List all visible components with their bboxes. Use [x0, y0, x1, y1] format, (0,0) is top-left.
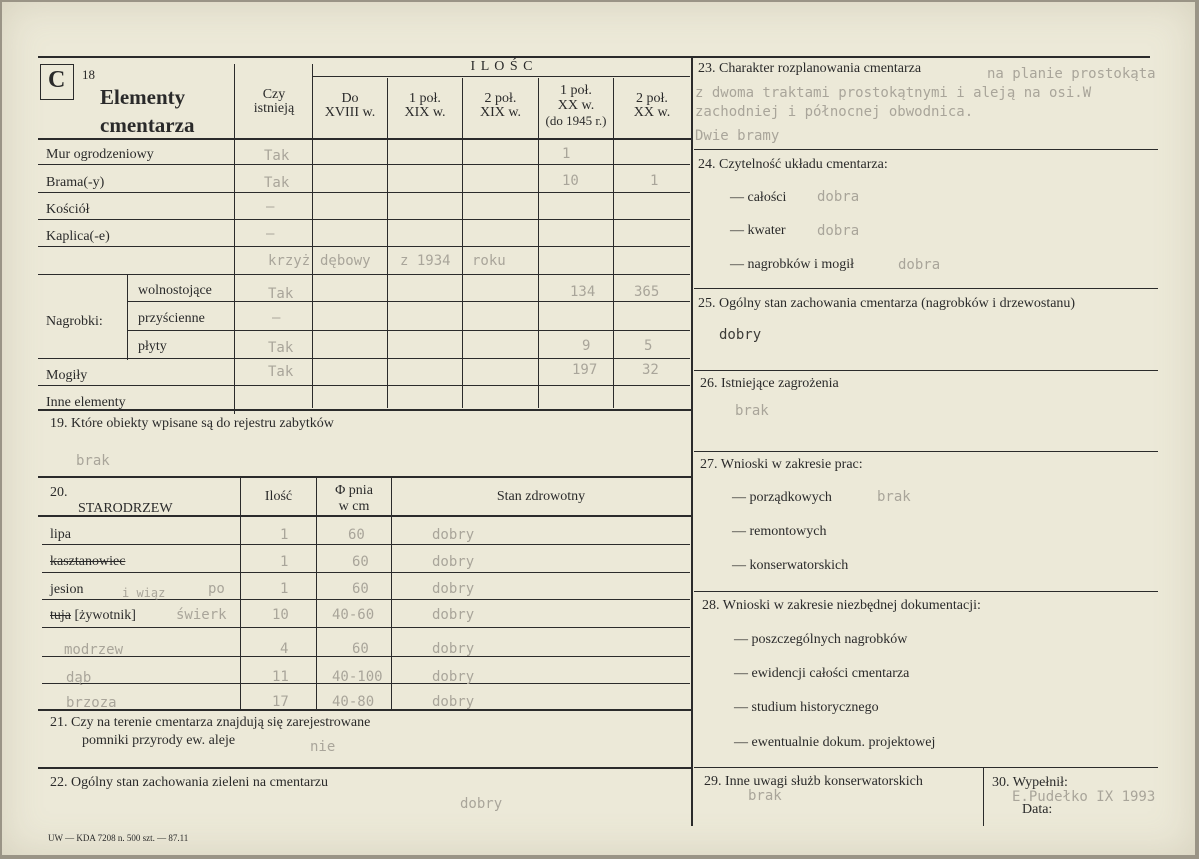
other-elements-label: Inne elementy — [46, 395, 126, 410]
period-5-l1: 2 poł. — [636, 91, 668, 106]
q20-title: STARODRZEW — [78, 501, 173, 516]
period-4-l2: XX w. — [557, 98, 595, 113]
tree-health: dobry — [432, 527, 475, 543]
section-title-1: Elementy — [100, 85, 186, 109]
extra-row-1: krzyż — [268, 253, 311, 269]
q29-label: 29. Inne uwagi służb konserwatorskich — [704, 774, 923, 789]
tree-diam: 60 — [348, 527, 365, 543]
extra-row-2: dębowy — [320, 253, 371, 269]
q25-label: 25. Ogólny stan zachowania cmentarza (nagrobków i drzewostanu) — [698, 296, 1076, 311]
q27-item-value: brak — [877, 489, 911, 505]
header-exists-1: Czy — [262, 87, 286, 102]
tree-name: lipa — [50, 527, 71, 542]
row-exists-gate: Tak — [264, 175, 290, 191]
period-1-l1: Do — [341, 91, 359, 106]
row-exists-church: – — [266, 199, 275, 215]
q21-line-1: 21. Czy na terenie cmentarza znajdują się zarejestrowane — [50, 715, 371, 730]
tree-qty: 1 — [280, 581, 289, 597]
section-letter: C — [48, 67, 66, 93]
q29-value: brak — [748, 788, 782, 804]
form-footer: UW — KDA 7208 n. 500 szt. — 87.11 — [48, 833, 189, 843]
q24-item-value: dobra — [817, 223, 860, 239]
tomb-xx2-free: 365 — [634, 284, 660, 300]
q24-item-label: — kwater — [730, 223, 786, 238]
row-xx1-wall: 1 — [562, 146, 571, 162]
q30-label: 30. Wypełnił: — [992, 775, 1068, 790]
q24-label: 24. Czytelność układu cmentarza: — [698, 157, 888, 172]
tree-name: dąb — [66, 670, 92, 686]
q28-item: — studium historycznego — [734, 700, 879, 715]
q23-value-2: z dwoma traktami prostokątnymi i aleją na osi.W — [695, 85, 1092, 101]
row-xx2-gate: 1 — [650, 173, 659, 189]
q20-header-health: Stan zdrowotny — [496, 489, 586, 504]
q23-label: 23. Charakter rozplanowania cmentarza — [698, 61, 922, 76]
q27-item-label: — porządkowych — [732, 490, 832, 505]
tomb-exists-slab: Tak — [268, 340, 294, 356]
q28-item: — ewidencji całości cmentarza — [734, 666, 910, 681]
tree-diam: 40-100 — [332, 669, 383, 685]
tree-name: modrzew — [64, 642, 124, 658]
q28-item: — poszczególnych nagrobków — [734, 632, 908, 647]
period-3-l2: XIX w. — [479, 105, 522, 120]
row-xx1-gate: 10 — [562, 173, 579, 189]
tomb-exists-free: Tak — [268, 286, 294, 302]
tree-diam: 60 — [352, 581, 369, 597]
tree-qty: 17 — [272, 694, 289, 710]
row-label-gate: Brama(-y) — [46, 175, 105, 190]
q28-label: 28. Wnioski w zakresie niezbędnej dokumentacji: — [702, 598, 981, 613]
tree-note: i wiąz — [122, 586, 166, 600]
graves-xx2: 32 — [642, 362, 659, 378]
q21-value: nie — [310, 739, 336, 755]
row-exists-chapel: – — [266, 226, 275, 242]
row-exists-wall: Tak — [264, 148, 290, 164]
q26-value: brak — [735, 403, 769, 419]
period-2-l2: XIX w. — [404, 105, 446, 120]
tomb-xx2-slab: 5 — [644, 338, 653, 354]
tree-name — [50, 609, 136, 624]
tree-name: kasztanowiec — [50, 554, 126, 569]
q20-header-qty: Ilość — [264, 489, 293, 504]
tree-diam: 60 — [352, 641, 369, 657]
q23-value-1: na planie prostokąta — [987, 66, 1156, 82]
tomb-label-free: wolnostojące — [138, 283, 212, 298]
period-4-l1: 1 poł. — [560, 83, 592, 98]
q24-item-label: — całości — [730, 190, 787, 205]
q23-value-3: zachodniej i północnej obwodnica. — [695, 104, 974, 120]
tree-name: brzoza — [66, 695, 117, 711]
q20-header-diam-2: w cm — [338, 499, 370, 514]
q19-label: 19. Które obiekty wpisane są do rejestru zabytków — [50, 416, 334, 431]
period-5-l2: XX w. — [633, 105, 671, 120]
q27-item-label: — remontowych — [732, 524, 827, 539]
q27-label: 27. Wnioski w zakresie prac: — [700, 457, 863, 472]
tomb-label-wall: przyścienne — [138, 311, 205, 326]
period-4-l3: (do 1945 r.) — [545, 113, 607, 128]
tomb-xx1-slab: 9 — [582, 338, 591, 354]
tree-health: dobry — [432, 694, 475, 710]
tree-health: dobry — [432, 607, 475, 623]
tombs-label: Nagrobki: — [46, 314, 103, 329]
tomb-exists-wall: – — [272, 310, 281, 326]
tree-qty: 4 — [280, 641, 289, 657]
q28-item: — ewentualnie dokum. projektowej — [734, 735, 936, 750]
period-1-l2: XVIII w. — [324, 105, 376, 120]
row-label-wall: Mur ogrodzeniowy — [46, 147, 154, 162]
row-label-church: Kościół — [46, 202, 90, 217]
q25-value: dobry — [719, 327, 762, 343]
q20-num: 20. — [50, 485, 68, 500]
section-title-2: cmentarza — [100, 113, 195, 137]
header-quantity: I L O Ś C — [470, 59, 534, 74]
period-3-l1: 2 poł. — [484, 91, 517, 106]
q30-date-label: Data: — [1022, 802, 1053, 817]
tree-health: dobry — [432, 554, 475, 570]
tree-name: jesion — [50, 582, 84, 597]
q23-value-4: Dwie bramy — [695, 128, 780, 144]
graves-xx1: 197 — [572, 362, 598, 378]
tree-qty: 1 — [280, 554, 289, 570]
tree-diam: 40-60 — [332, 607, 375, 623]
q26-label: 26. Istniejące zagrożenia — [700, 376, 839, 391]
tree-health: dobry — [432, 641, 475, 657]
tree-health: dobry — [432, 581, 475, 597]
q21-line-2: pomniki przyrody ew. aleje — [82, 733, 236, 748]
tree-diam: 60 — [352, 554, 369, 570]
tree-health: dobry — [432, 669, 475, 685]
tree-name-struck: tuja — [50, 608, 71, 623]
extra-row-4: roku — [472, 253, 506, 269]
q19-value: brak — [76, 453, 110, 469]
q22-label: 22. Ogólny stan zachowania zieleni na cmentarzu — [50, 775, 328, 790]
tree-qty: 1 — [280, 527, 289, 543]
record-card — [2, 2, 1195, 855]
row-label-chapel: Kaplica(-e) — [46, 229, 110, 244]
q30-value: E.Pudełko IX 1993 — [1012, 789, 1156, 805]
q24-item-value: dobra — [898, 257, 941, 273]
tomb-xx1-free: 134 — [570, 284, 596, 300]
tree-name-corrected: [żywotnik] — [74, 608, 136, 623]
tree-diam: 40-80 — [332, 694, 375, 710]
period-2-l1: 1 poł. — [409, 91, 441, 106]
header-exists-2: istnieją — [253, 101, 295, 116]
tree-note-2: świerk — [176, 607, 227, 623]
tree-note-2: po — [208, 581, 225, 597]
q22-value: dobry — [460, 796, 503, 812]
q27-item-label: — konserwatorskich — [732, 558, 849, 573]
q24-item-value: dobra — [817, 189, 860, 205]
q24-item-label: — nagrobków i mogił — [730, 257, 855, 272]
q20-header-diam-1: Φ pnia — [335, 483, 373, 498]
tree-qty: 10 — [272, 607, 289, 623]
graves-label: Mogiły — [46, 368, 88, 383]
tomb-label-slab: płyty — [138, 339, 167, 354]
extra-row-3: z 1934 — [400, 253, 451, 269]
graves-exists: Tak — [268, 364, 294, 380]
top-rule — [38, 56, 1150, 58]
section-number: 18 — [82, 67, 95, 82]
tree-qty: 11 — [272, 669, 289, 685]
